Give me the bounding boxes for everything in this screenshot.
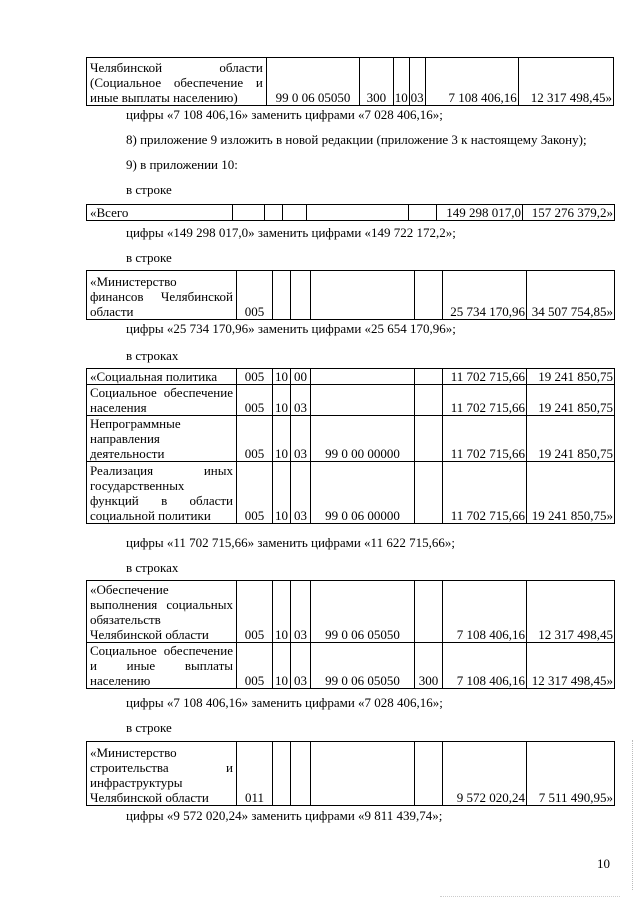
row-ved: 005 xyxy=(237,581,273,643)
row-value-2: 7 511 490,95» xyxy=(527,742,615,806)
row-pr: 00 xyxy=(291,369,311,385)
row-name: Реализация иных государственных функций в области социальной политики xyxy=(87,462,237,524)
row-code xyxy=(311,369,415,385)
row-value-1: 11 702 715,66 xyxy=(443,369,527,385)
row-value-1: 9 572 020,24 xyxy=(443,742,527,806)
scan-edge-divider xyxy=(632,740,634,890)
table-row xyxy=(87,385,615,416)
row-code xyxy=(311,385,415,416)
row-name: Социальное обеспечение и иные выплаты населению xyxy=(87,643,237,689)
table-row xyxy=(87,369,615,385)
row-value-2: 12 317 498,45» xyxy=(518,58,613,106)
row-value-1: 11 702 715,66 xyxy=(443,462,527,524)
table-ministry-finance xyxy=(86,270,615,320)
table-row xyxy=(87,416,615,462)
row-code: 99 0 06 05050 xyxy=(311,581,415,643)
row-value-2: 157 276 379,2» xyxy=(523,205,615,221)
row-rz: 10 xyxy=(393,58,409,106)
text-line: 9) в приложении 10: xyxy=(126,157,238,172)
row-name: «Министерство финансов Челябинской области xyxy=(87,271,237,320)
row-code: 99 0 00 00000 xyxy=(311,416,415,462)
row-pr: 03 xyxy=(291,581,311,643)
row-rz: 10 xyxy=(273,385,291,416)
text-line: цифры «11 702 715,66» заменить цифрами «11 622 715,66»; xyxy=(126,535,455,550)
row-name: «Всего xyxy=(87,205,233,221)
text-line: в строке xyxy=(126,182,172,197)
row-ved: 005 xyxy=(237,271,273,320)
row-value-2: 19 241 850,75» xyxy=(527,462,615,524)
row-value-1: 7 108 406,16 xyxy=(425,58,518,106)
row-value-1: 7 108 406,16 xyxy=(443,643,527,689)
row-pr: 03 xyxy=(291,643,311,689)
row-rz: 10 xyxy=(273,416,291,462)
table-row xyxy=(87,742,615,806)
table-row xyxy=(87,58,614,106)
text-line: цифры «7 108 406,16» заменить цифрами «7 028 406,16»; xyxy=(126,695,443,710)
row-code: 99 0 06 05050 xyxy=(311,643,415,689)
row-ved: 005 xyxy=(237,385,273,416)
row-name: «Социальная политика xyxy=(87,369,237,385)
row-name: Челябинской области (Социальное обеспечение и иные выплаты населению) xyxy=(87,58,267,106)
row-ved: 005 xyxy=(237,462,273,524)
row-value-2: 34 507 754,85» xyxy=(527,271,615,320)
table-ministry-construction xyxy=(86,741,615,806)
row-value-1: 149 298 017,0 xyxy=(437,205,523,221)
row-vr: 300 xyxy=(415,643,443,689)
row-name: «Обеспечение выполнения социальных обязательств Челябинской области xyxy=(87,581,237,643)
text-line: в строках xyxy=(126,560,179,575)
table-total xyxy=(86,204,615,221)
row-ved: 011 xyxy=(237,742,273,806)
row-value-2: 12 317 498,45 xyxy=(527,581,615,643)
table-social-policy xyxy=(86,368,615,524)
page-number: 10 xyxy=(597,856,610,871)
row-rz: 10 xyxy=(273,581,291,643)
scan-bottom-divider xyxy=(440,896,620,898)
text-line: цифры «25 734 170,96» заменить цифрами «25 654 170,96»; xyxy=(126,321,456,336)
row-ved: 005 xyxy=(237,369,273,385)
text-line: в строках xyxy=(126,348,179,363)
table-social-obligations xyxy=(86,580,615,689)
row-pr: 03 xyxy=(291,462,311,524)
row-value-1: 25 734 170,96 xyxy=(443,271,527,320)
table-row xyxy=(87,271,615,320)
row-rz: 10 xyxy=(273,462,291,524)
row-value-2: 12 317 498,45» xyxy=(527,643,615,689)
text-line: цифры «149 298 017,0» заменить цифрами «149 722 172,2»; xyxy=(126,225,456,240)
row-name: Непрограммные направления деятельности xyxy=(87,416,237,462)
row-value-2: 19 241 850,75 xyxy=(527,369,615,385)
text-line: в строке xyxy=(126,720,172,735)
row-name: «Министерство строительства и инфраструктуры Челябинской области xyxy=(87,742,237,806)
text-line: цифры «9 572 020,24» заменить цифрами «9 811 439,74»; xyxy=(126,808,443,823)
row-value-2: 19 241 850,75 xyxy=(527,416,615,462)
table-row xyxy=(87,462,615,524)
table-row xyxy=(87,643,615,689)
row-pr: 03 xyxy=(291,416,311,462)
row-rz: 10 xyxy=(273,643,291,689)
row-name: Социальное обеспечение населения xyxy=(87,385,237,416)
row-value-1: 11 702 715,66 xyxy=(443,385,527,416)
row-vr xyxy=(415,581,443,643)
row-ved: 005 xyxy=(237,643,273,689)
row-code: 99 0 06 05050 xyxy=(266,58,359,106)
row-value-1: 7 108 406,16 xyxy=(443,581,527,643)
table-continuation xyxy=(86,57,614,106)
row-ved: 005 xyxy=(237,416,273,462)
table-row xyxy=(87,205,615,221)
row-rz: 10 xyxy=(273,369,291,385)
table-row xyxy=(87,581,615,643)
row-value-1: 11 702 715,66 xyxy=(443,416,527,462)
row-pr: 03 xyxy=(409,58,425,106)
text-line: цифры «7 108 406,16» заменить цифрами «7 028 406,16»; xyxy=(126,107,443,122)
row-value-2: 19 241 850,75 xyxy=(527,385,615,416)
text-line: 8) приложение 9 изложить в новой редакции (приложение 3 к настоящему Закону); xyxy=(126,132,587,147)
text-line: в строке xyxy=(126,250,172,265)
row-pr: 03 xyxy=(291,385,311,416)
row-vr: 300 xyxy=(360,58,394,106)
row-code: 99 0 06 00000 xyxy=(311,462,415,524)
